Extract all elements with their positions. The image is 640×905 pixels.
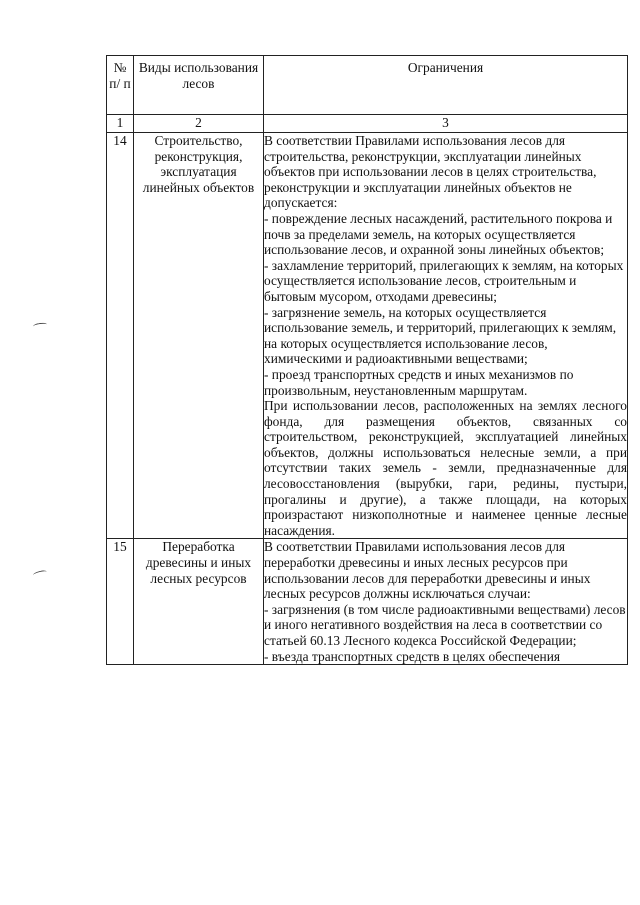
limitation-paragraph: - захламление территорий, прилегающих к землям, на которых осуществляется использование лесов, строительным и бытовым мусором, отходами древесины; (264, 257, 624, 304)
limitation-paragraph: При использовании лесов, расположенных на землях лесного фонда, для размещения объектов, связанных со строительством, реконструкцией, эксплуатацией линейных объектов, должны использоваться нелесные земли, а при отсутствии таких земель - земли, предназначенные для лесовосстановления (вырубки, гари, редины, пустыри, прогалины и другие), а также площади, на которых произрастают низкополнотные и наименее ценные лесные насаждения. (264, 398, 627, 538)
header-number-label: № п/ п (109, 60, 131, 91)
limitation-paragraph: - загрязнение земель, на которых осуществляется использование земель, и территорий, прилегающих к землям, на которых осуществляется использование лесов, химическими и радиоактивными веществами; (264, 304, 617, 367)
limitation-paragraph: В соответствии Правилами использования лесов для строительства, реконструкции, эксплуатации линейных объектов при использовании лесов в целях строительства, реконструкции и эксплуатации линейных объектов не допускается: (264, 133, 597, 211)
header-kind-label: Виды использования лесов (138, 60, 259, 91)
row-limitations (264, 133, 628, 539)
header-number (107, 56, 134, 115)
header-limits-label: Ограничения (407, 60, 484, 75)
margin-pen-mark (33, 569, 48, 577)
column-number-1: 1 (107, 115, 134, 133)
row-usage-kind: Строительство, реконструкция, эксплуатация линейных объектов (134, 133, 264, 539)
header-limits (264, 56, 628, 115)
limitation-paragraph: - проезд транспортных средств и иных механизмов по произвольным, неустановленным маршрутам. (264, 366, 574, 398)
column-number-row (107, 115, 628, 133)
column-number-3: 3 (264, 115, 628, 133)
row-limitations (264, 539, 628, 665)
table-row (107, 539, 628, 665)
margin-pen-mark (33, 322, 48, 329)
row-usage-kind: Переработка древесины и иных лесных ресурсов (134, 539, 264, 665)
table-header-row (107, 56, 628, 115)
restrictions-table (106, 55, 628, 665)
limitation-paragraph: - повреждение лесных насаждений, растительного покрова и почв за пределами земель, на которых осуществляется использование лесов, и охранной зоны линейных объектов; (264, 210, 613, 258)
column-number-2: 2 (134, 115, 264, 133)
limitation-paragraph: В соответствии Правилами использования лесов для переработки древесины и иных лесных ресурсов при использовании лесов для переработки древесины и иных лесных ресурсов должны исключаться случаи: (264, 539, 591, 602)
row-number: 14 (107, 133, 134, 539)
header-kind (134, 56, 264, 115)
limitation-paragraph: - загрязнения (в том числе радиоактивными веществами) лесов и иного негативного воздействия на леса в соответствии со статьей 60.13 Лесного кодекса Российской Федерации; (264, 601, 626, 648)
row-number: 15 (107, 539, 134, 665)
limitation-paragraph: - въезда транспортных средств в целях обеспечения (264, 648, 561, 664)
table-row (107, 133, 628, 539)
